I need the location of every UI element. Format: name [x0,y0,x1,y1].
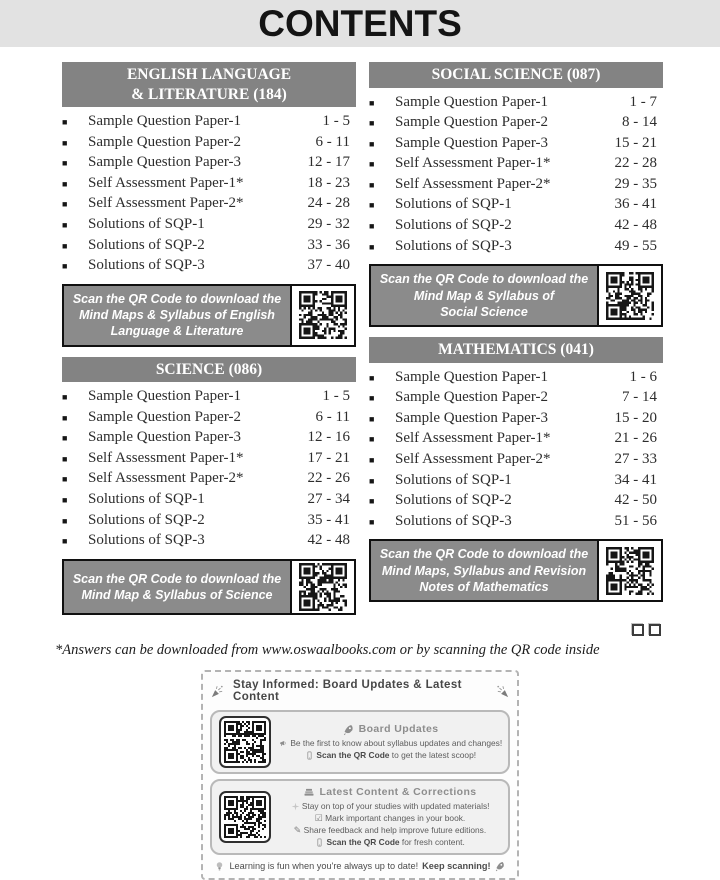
toc-item-pages: 6 - 11 [315,408,350,425]
toc-item-pages: 51 - 56 [614,512,657,529]
toc-item-label: Sample Question Paper-1 [395,93,549,110]
qr-caption-line: Scan the QR Code to download the [72,571,282,586]
toc-item-pages: 34 - 41 [614,471,657,488]
bullet-square-icon: ■ [369,496,375,507]
qr-caption-line: Scan the QR Code to download the [379,547,589,562]
toc-item-label: Sample Question Paper-3 [88,154,242,171]
toc-item-label: Self Assessment Paper-2* [88,195,244,212]
lightbulb-icon [214,861,225,872]
qr-frame [290,286,354,345]
toc-row [62,491,356,512]
page-title-band [0,0,720,47]
bullet-square-icon: ■ [62,495,68,506]
toc-row [369,217,663,238]
cta-rest-text: to get the latest scoop! [389,749,477,760]
toc-item-label: Sample Question Paper-1 [88,388,242,405]
qr-caption-line: Mind Map & Syllabus of [413,288,555,303]
toc-row [369,472,663,493]
qr-banner-caption [371,541,597,600]
latest-content-line [279,801,501,813]
bullet-square-icon: ■ [369,97,375,108]
toc-item-pages: 18 - 23 [307,174,350,191]
bullet-square-icon: ■ [369,241,375,252]
toc-row [62,512,356,533]
toc-row [369,430,663,451]
qr-caption-line: Notes of Mathematics [419,579,549,594]
toc-item-pages: 1 - 5 [322,113,350,130]
toc-row [62,195,356,216]
toc-item-pages: 42 - 50 [614,492,657,509]
party-popper-icon [495,684,510,699]
stay-informed-footer [210,861,510,872]
toc-item-pages: 8 - 14 [622,114,657,131]
toc-row [62,532,356,553]
toc-row [369,238,663,259]
toc-row [369,410,663,431]
toc-item-pages: 36 - 41 [614,196,657,213]
toc-item-label: Sample Question Paper-2 [88,133,242,150]
bullet-square-icon: ■ [369,179,375,190]
footer-bold-text: Keep scanning! [422,861,491,872]
bullet-square-icon: ■ [62,240,68,251]
section-title-line: & LITERATURE (184) [131,85,287,103]
bullet-square-icon: ■ [62,117,68,128]
toc-item-label: Solutions of SQP-1 [395,471,512,488]
toc-row [62,134,356,155]
qr-caption-line: Social Science [440,304,528,319]
toc-item-label: Sample Question Paper-2 [395,389,549,406]
board-updates-body [279,722,502,762]
end-of-contents-marks [369,624,661,636]
answers-footnote: *Answers can be downloaded from www.oswaalbooks.com or by scanning the QR code inside [55,642,600,659]
toc-row [369,513,663,534]
toc-item-label: Sample Question Paper-2 [395,114,549,131]
section-header-mathematics [369,337,663,363]
bullet-square-icon: ■ [369,454,375,465]
bullet-square-icon: ■ [369,475,375,486]
bullet-square-icon: ■ [62,392,68,403]
bullet-square-icon: ■ [62,453,68,464]
latest-content-text: Stay on top of your studies with updated materials! [301,800,490,811]
toc-row [369,155,663,176]
toc-item-label: Sample Question Paper-3 [395,409,549,426]
latest-content-title-row [279,785,501,800]
right-column [369,62,663,636]
bullet-square-icon: ■ [369,516,375,527]
qr-code [224,796,266,838]
toc-row [369,196,663,217]
checkbox-icon: ☑ [314,812,323,823]
board-updates-title-row [279,722,502,737]
section-title-line: MATHEMATICS (041) [438,341,594,359]
bullet-square-icon: ■ [369,434,375,445]
toc-item-label: Self Assessment Paper-1* [395,155,551,172]
toc-item-label: Sample Question Paper-2 [88,408,242,425]
board-updates-title: Board Updates [358,723,439,736]
megaphone-icon [279,739,288,748]
bullet-square-icon: ■ [62,474,68,485]
toc-list-social-science [369,88,663,261]
toc-row [369,135,663,156]
bullet-square-icon: ■ [62,178,68,189]
books-icon [303,786,315,798]
toc-item-pages: 37 - 40 [307,257,350,274]
latest-content-body [279,785,501,849]
toc-item-pages: 27 - 33 [614,450,657,467]
section-header-science [62,357,356,383]
latest-content-cta [279,837,501,849]
latest-content-text: Mark important changes in your book. [325,812,466,823]
bullet-square-icon: ■ [369,118,375,129]
bullet-square-icon: ■ [369,413,375,424]
toc-item-label: Sample Question Paper-3 [88,429,242,446]
section-header-social-science [369,62,663,88]
toc-item-label: Solutions of SQP-1 [395,196,512,213]
toc-item-pages: 42 - 48 [614,217,657,234]
latest-content-line [279,813,501,825]
toc-item-label: Solutions of SQP-3 [88,532,205,549]
toc-item-label: Solutions of SQP-1 [88,216,205,232]
toc-row [62,409,356,430]
toc-row [62,154,356,175]
qr-frame [219,716,271,768]
latest-content-title: Latest Content & Corrections [319,786,477,799]
board-updates-card [210,710,510,774]
qr-code [299,563,347,611]
toc-item-pages: 49 - 55 [614,237,657,254]
party-popper-icon [210,684,225,699]
toc-item-pages: 1 - 7 [629,93,657,110]
toc-row [62,450,356,471]
bullet-square-icon: ■ [62,199,68,210]
toc-item-label: Sample Question Paper-1 [88,113,242,130]
toc-row [62,429,356,450]
toc-item-pages: 33 - 36 [307,236,350,253]
bullet-square-icon: ■ [369,159,375,170]
qr-banner-caption [64,286,290,345]
toc-item-label: Self Assessment Paper-2* [395,450,551,467]
toc-item-pages: 6 - 11 [315,133,350,150]
toc-item-label: Solutions of SQP-3 [395,237,512,254]
bullet-square-icon: ■ [62,536,68,547]
toc-item-pages: 42 - 48 [307,532,350,549]
qr-frame [219,791,271,843]
pencil-icon: ✎ [293,824,302,835]
toc-item-label: Solutions of SQP-3 [88,257,205,274]
rocket-icon [343,724,355,736]
toc-item-label: Solutions of SQP-2 [395,217,512,234]
square-mark-icon [632,624,644,636]
sparkle-icon [291,802,300,811]
bullet-square-icon: ■ [369,200,375,211]
section-title-line: ENGLISH LANGUAGE [126,66,292,83]
board-updates-line [279,738,502,750]
bullet-square-icon: ■ [369,372,375,383]
toc-row [369,94,663,115]
qr-caption-line: Mind Maps, Syllabus and Revision [381,563,587,578]
toc-item-pages: 29 - 32 [307,216,350,232]
phone-icon [305,751,314,760]
footer-text: Learning is fun when you're always up to date! [229,861,419,872]
toc-row [62,388,356,409]
toc-item-label: Self Assessment Paper-2* [395,175,551,192]
stay-informed-box [201,670,519,880]
toc-item-label: Sample Question Paper-1 [395,368,549,385]
cta-bold-text: Scan the QR Code [316,749,390,760]
toc-item-pages: 22 - 26 [307,470,350,487]
qr-caption-line: Mind Map & Syllabus of Science [81,587,273,602]
toc-item-pages: 24 - 28 [307,195,350,212]
toc-item-pages: 7 - 14 [622,389,657,406]
contents-columns [0,47,720,636]
toc-row [369,451,663,472]
qr-code [606,547,654,595]
square-mark-icon [649,624,661,636]
page-title: CONTENTS [258,2,462,44]
toc-item-label: Self Assessment Paper-1* [88,174,244,191]
bullet-square-icon: ■ [62,412,68,423]
bullet-square-icon: ■ [369,221,375,232]
latest-content-text: Share feedback and help improve future editions. [303,824,487,835]
toc-item-label: Solutions of SQP-2 [88,511,205,528]
toc-item-label: Solutions of SQP-2 [88,236,205,253]
toc-row [369,369,663,390]
toc-list-mathematics [369,363,663,536]
qr-banner-mathematics [369,539,663,602]
cta-bold-text: Scan the QR Code [326,836,400,847]
bullet-square-icon: ■ [369,393,375,404]
section-title-line: SOCIAL SCIENCE (087) [431,66,601,83]
left-column [62,62,356,636]
toc-item-pages: 29 - 35 [614,175,657,192]
qr-code [299,291,347,339]
toc-item-pages: 27 - 34 [307,491,350,508]
toc-item-label: Self Assessment Paper-2* [88,470,244,487]
stay-informed-title: Stay Informed: Board Updates & Latest Content [233,679,462,704]
rocket-icon [495,861,506,872]
qr-caption-line: Language & Literature [110,324,244,339]
bullet-square-icon: ■ [62,137,68,148]
toc-row [369,492,663,513]
toc-row [62,237,356,258]
latest-content-card [210,779,510,855]
cta-rest-text: for fresh content. [399,836,465,847]
qr-banner-social-science [369,264,663,327]
toc-item-label: Self Assessment Paper-1* [395,430,551,447]
toc-item-label: Solutions of SQP-1 [88,491,205,508]
toc-item-pages: 15 - 21 [614,134,657,151]
qr-code [224,721,266,763]
qr-banner-caption [371,266,597,325]
qr-code [606,272,654,320]
qr-banner-science [62,559,356,615]
latest-content-line [279,825,501,837]
qr-caption-line: Mind Maps & Syllabus of English [79,308,275,323]
toc-item-pages: 12 - 17 [307,154,350,171]
toc-item-pages: 1 - 6 [629,368,657,385]
bullet-square-icon: ■ [62,220,68,230]
toc-row [369,114,663,135]
toc-row [62,113,356,134]
bullet-square-icon: ■ [62,433,68,444]
qr-frame [597,541,661,600]
toc-item-pages: 17 - 21 [307,449,350,466]
toc-row [62,216,356,237]
toc-item-pages: 35 - 41 [307,511,350,528]
qr-banner-english [62,284,356,347]
qr-frame [290,561,354,613]
bullet-square-icon: ■ [369,138,375,149]
toc-item-pages: 1 - 5 [322,388,350,405]
toc-item-label: Sample Question Paper-3 [395,134,549,151]
toc-list-science [62,382,356,555]
section-header-english [62,62,356,107]
board-updates-cta [279,750,502,762]
toc-item-pages: 15 - 20 [614,409,657,426]
toc-row [62,257,356,278]
bullet-square-icon: ■ [62,261,68,272]
toc-item-pages: 22 - 28 [614,155,657,172]
board-updates-text: Be the first to know about syllabus updates and changes! [290,738,503,749]
section-title-line: SCIENCE (086) [155,360,263,378]
qr-banner-caption [64,561,290,613]
qr-caption-line: Scan the QR Code to download the [379,272,589,287]
toc-row [369,389,663,410]
bullet-square-icon: ■ [62,158,68,169]
toc-list-english [62,107,356,280]
toc-item-label: Solutions of SQP-2 [395,492,512,509]
qr-frame [597,266,661,325]
toc-item-pages: 21 - 26 [614,430,657,447]
toc-item-label: Solutions of SQP-3 [395,512,512,529]
toc-item-pages: 12 - 16 [307,429,350,446]
toc-item-label: Self Assessment Paper-1* [88,449,244,466]
toc-row [62,470,356,491]
bullet-square-icon: ■ [62,515,68,526]
toc-row [62,175,356,196]
stay-informed-title-row [210,676,510,705]
qr-caption-line: Scan the QR Code to download the [72,291,282,306]
phone-icon [315,838,324,847]
toc-row [369,176,663,197]
